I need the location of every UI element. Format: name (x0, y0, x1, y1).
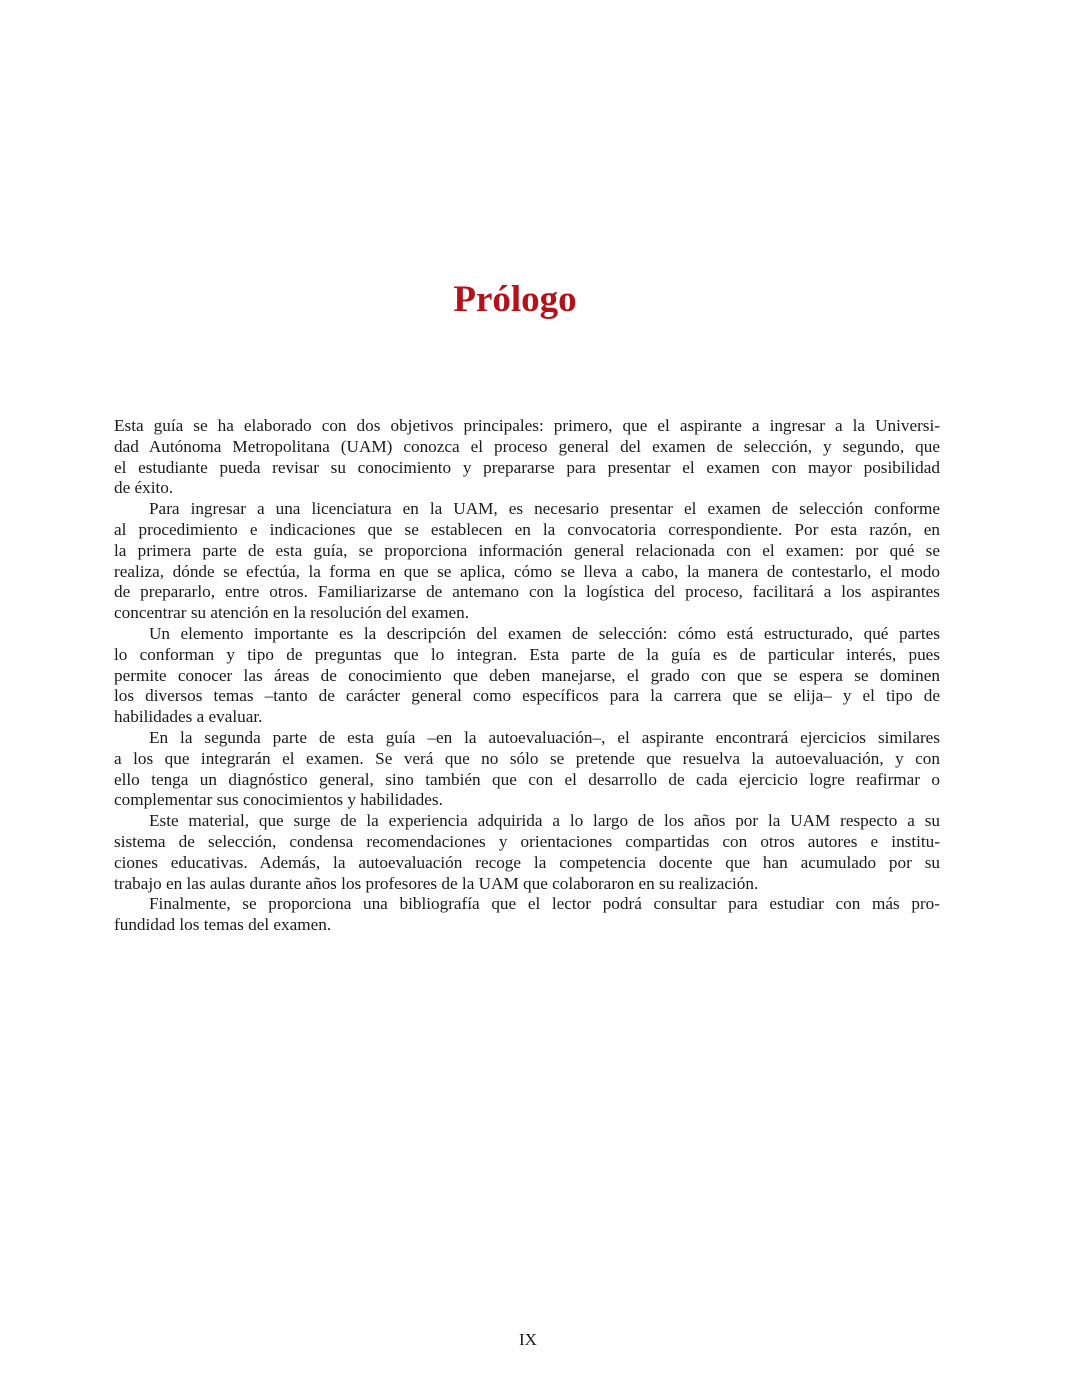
text-line: dad Autónoma Metropolitana (UAM) conozca el proceso general del examen de selección, y segundo, que (114, 436, 940, 456)
paragraph-material (114, 811, 940, 894)
text-line: lo conforman y tipo de preguntas que lo integran. Esta parte de la guía es de particular interés, pues (114, 644, 940, 664)
text-line: fundidad los temas del examen. (114, 915, 332, 935)
text-line: los diversos temas –tanto de carácter general como específicos para la carrera que se elija– y el tipo de (114, 686, 940, 706)
text-line: a los que integrarán el examen. Se verá que no sólo se pretende que resuelva la autoevaluación, y con (114, 748, 940, 768)
paragraph-bibliography (114, 894, 940, 936)
text-line: concentrar su atención en la resolución del examen. (114, 603, 470, 623)
paragraph-self-assessment (114, 728, 940, 811)
page-number: IX (519, 1330, 537, 1349)
text-line: Finalmente, se proporciona una bibliografía que el lector podrá consultar para estudiar con más pro- (149, 894, 940, 914)
text-line: al procedimiento e indicaciones que se establecen en la convocatoria correspondiente. Por esta razón, en (114, 519, 940, 539)
text-line: trabajo en las aulas durante años los profesores de la UAM que colaboraron en su realización. (114, 873, 759, 893)
text-line: Este material, que surge de la experiencia adquirida a lo largo de los años por la UAM respecto a su (149, 811, 940, 831)
text-line: de éxito. (114, 478, 174, 498)
text-line: En la segunda parte de esta guía –en la autoevaluación–, el aspirante encontrará ejercicios similares (149, 727, 940, 747)
prologue-body (114, 416, 940, 936)
text-line: complementar sus conocimientos y habilidades. (114, 790, 443, 810)
text-line: de prepararlo, entre otros. Familiarizarse de antemano con la logística del proceso, facilitará a los aspirantes (114, 582, 940, 602)
text-line: el estudiante pueda revisar su conocimiento y prepararse para presentar el examen con mayor posibilidad (114, 457, 940, 477)
text-line: realiza, dónde se efectúa, la forma en que se aplica, cómo se lleva a cabo, la manera de contestarlo, el modo (114, 561, 940, 581)
paragraph-objectives (114, 416, 940, 499)
text-line: Esta guía se ha elaborado con dos objetivos principales: primero, que el aspirante a ingresar a la Universi- (114, 416, 940, 435)
text-line: la primera parte de esta guía, se proporciona información general relacionada con el examen: por qué se (114, 540, 940, 560)
text-line: sistema de selección, condensa recomendaciones y orientaciones compartidas con otros autores e institu- (114, 831, 940, 851)
text-line: habilidades a evaluar. (114, 707, 263, 727)
text-line: Un elemento importante es la descripción del examen de selección: cómo está estructurado, qué partes (149, 623, 940, 643)
paragraph-exam-description (114, 624, 940, 728)
text-line: Para ingresar a una licenciatura en la UAM, es necesario presentar el examen de selección conforme (149, 499, 940, 519)
paragraph-admission (114, 499, 940, 624)
text-line: ciones educativas. Además, la autoevaluación recoge la competencia docente que han acumulado por su (114, 852, 940, 872)
text-line: permite conocer las áreas de conocimiento que deben manejarse, el grado con que se espera se dominen (114, 665, 940, 685)
text-line: ello tenga un diagnóstico general, sino también que con el desarrollo de cada ejercicio logre reafirmar o (114, 769, 940, 789)
page-title: Prólogo (453, 279, 577, 320)
